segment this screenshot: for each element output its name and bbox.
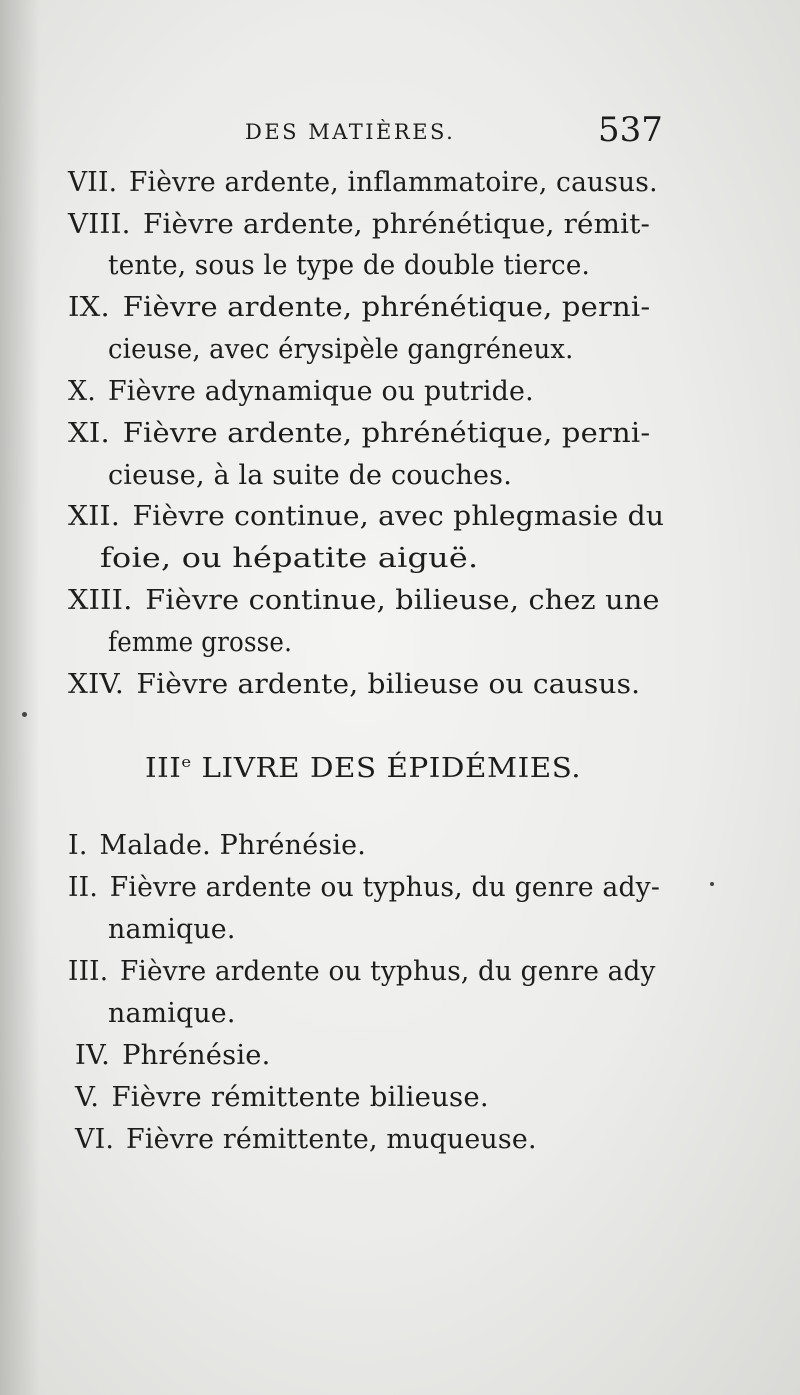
entry-text: Fièvre ardente ou typhus, du genre ady [119,956,656,987]
toc-entry [68,868,660,908]
toc-entry [68,665,640,705]
entry-text: Fièvre continue, avec phlegmasie du [132,501,665,532]
entry-numeral: IX. [68,292,110,323]
toc-entry [68,414,650,454]
entry-numeral: VII. [68,167,118,198]
running-title: DES MATIÈRES. [245,120,456,144]
entry-text: femme grosse. [108,627,293,658]
toc-entry [75,1036,271,1076]
toc-entry [68,372,534,412]
entry-numeral: I. [68,830,88,861]
entry-numeral: XIII. [68,585,133,616]
section-numeral: III [145,753,182,784]
toc-entry [75,1078,489,1118]
entry-text: Fièvre rémittente bilieuse. [111,1082,489,1113]
toc-entry [68,581,660,621]
entry-text: Fièvre ardente, phrénétique, perni- [122,292,651,323]
entry-numeral: XII. [68,501,121,532]
entry-numeral: VI. [75,1124,115,1155]
entry-numeral: IV. [75,1040,110,1071]
toc-entry [68,952,656,992]
page-number: 537 [598,110,663,150]
ink-speck [710,882,714,886]
entry-numeral: X. [68,376,97,407]
toc-entry [68,205,650,245]
entry-text: tente, sous le type de double tierce. [108,250,591,281]
toc-entry-continuation [108,330,574,370]
entry-text: Fièvre ardente, inflammatoire, causus. [128,167,658,198]
entry-numeral: XIV. [68,669,125,700]
entry-text: Fièvre rémittente, muqueuse. [126,1124,537,1155]
toc-entry [68,288,650,328]
entry-text: Phrénésie. [122,1040,271,1071]
binding-shadow [0,0,40,1395]
ink-speck [22,712,27,717]
entry-text: Fièvre continue, bilieuse, chez une [145,585,660,616]
section-heading [145,742,581,789]
toc-entry-continuation [108,623,292,663]
toc-entry [75,1120,537,1160]
toc-entry-continuation [108,910,236,950]
entry-text: Malade. Phrénésie. [99,830,367,861]
toc-entry-continuation [108,994,236,1034]
toc-entry-continuation [108,246,590,286]
entry-numeral: II. [68,872,99,903]
section-title-text: LIVRE DES ÉPIDÉMIES. [201,753,582,784]
section-superscript: e [181,753,192,771]
entry-text: Fièvre ardente, phrénétique, rémit- [143,209,651,240]
entry-text: Fièvre ardente, phrénétique, perni- [122,418,651,449]
toc-entry-continuation [108,456,512,496]
entry-text: Fièvre adynamique ou putride. [107,376,534,407]
toc-entry-continuation [100,539,478,579]
entry-numeral: VIII. [68,209,131,240]
toc-entry [68,826,366,866]
entry-text: namique. [108,914,236,945]
entry-text: foie, ou hépatite aiguë. [100,543,479,574]
entry-numeral: V. [75,1082,100,1113]
entry-text: Fièvre ardente ou typhus, du genre ady- [109,872,660,903]
entry-text: namique. [108,998,236,1029]
entry-numeral: III. [68,956,109,987]
entry-text: cieuse, à la suite de couches. [108,460,512,491]
toc-entry [68,497,664,537]
entry-numeral: XI. [68,418,110,449]
entry-text: cieuse, avec érysipèle gangréneux. [108,334,574,365]
toc-entry [68,163,658,203]
entry-text: Fièvre ardente, bilieuse ou causus. [136,669,641,700]
running-head [0,108,800,156]
